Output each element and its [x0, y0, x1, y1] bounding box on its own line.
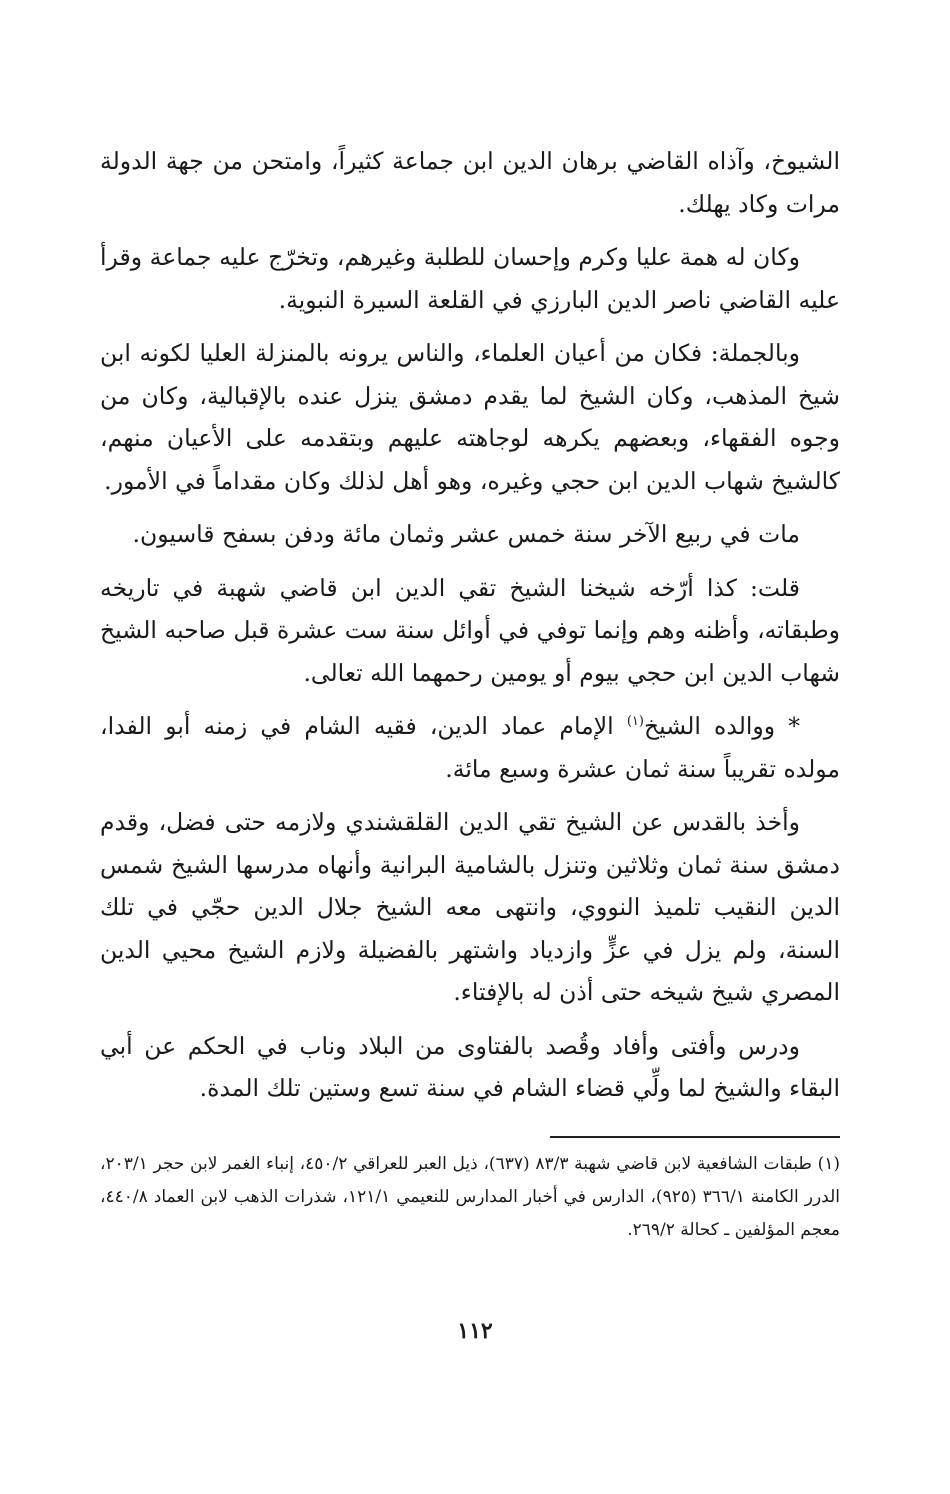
paragraph-3: وبالجملة: فكان من أعيان العلماء، والناس يرونه بالمنزلة العليا لكونه ابن شيخ المذهب، وكان الشيخ لما يقدم دمشق ينزل عنده بالإقبالية، وكان من وجوه الفقهاء، وبعضهم يكرهه لوجاهته عليهم وبتقدمه على الأعيان منهم، كالشيخ شهاب الدين ابن حجي وغيره، وهو أهل لذلك وكان مقداماً في الأمور.: [100, 339, 840, 495]
entry-lead: * ووالده الشيخ: [643, 712, 800, 740]
entry-text: الإمام عماد الدين، فقيه الشام في زمنه أبو الفدا، مولده تقريباً سنة ثمان عشرة وسبع مائة.: [100, 712, 840, 783]
paragraph-7: وأخذ بالقدس عن الشيخ تقي الدين القلقشندي ولازمه حتى فضل، وقدم دمشق سنة ثمان وثلاثين وتنزل بالشامية البرانية وأنهاه مدرسها الشيخ شمس الدين النقيب تلميذ النووي، وانتهى معه الشيخ جلال الدين حجّي في تلك السنة، ولم يزل في عزٍّ وازدياد واشتهر بالفضيلة ولازم الشيخ محيي الدين المصري شيخ شيخه حتى أذن له بالإفتاء.: [100, 808, 840, 1006]
paragraph-1: الشيوخ، وآذاه القاضي برهان الدين ابن جماعة كثيراً، وامتحن من جهة الدولة مرات وكاد يهلك.: [100, 147, 840, 218]
paragraph-5: قلت: كذا أرّخه شيخنا الشيخ تقي الدين ابن قاضي شهبة في تاريخه وطبقاته، وأظنه وهم وإنما توفي في أوائل سنة ست عشرة قبل صاحبه الشيخ شهاب الدين ابن حجي بيوم أو يومين رحمهما الله تعالى.: [100, 573, 840, 687]
biography-entry: [100, 705, 840, 790]
paragraph-2: وكان له همة عليا وكرم وإحسان للطلبة وغيرهم، وتخرّج عليه جماعة وقرأ عليه القاضي ناصر الدين البارزي في القلعة السيرة النبوية.: [100, 243, 840, 314]
page-number: ١١٢: [457, 1318, 493, 1344]
paragraph-4: مات في ربيع الآخر سنة خمس عشر وثمان مائة ودفن بسفح قاسيون.: [132, 520, 800, 548]
paragraph-8: ودرس وأفتى وأفاد وقُصد بالفتاوى من البلاد وناب في الحكم عن أبي البقاء والشيخ لما ولِّي قضاء الشام في سنة تسع وستين تلك المدة.: [100, 1031, 840, 1102]
footnote-divider: [550, 1136, 840, 1138]
footnote-marker[interactable]: (١): [626, 714, 644, 730]
footnote: (١) طبقات الشافعية لابن قاضي شهبة ٨٣/٣ (٦٣٧)، ذيل العبر للعراقي ٤٥٠/٢، إنباء الغمر لابن حجر ٢٠٣/١، الدرر الكامنة ٣٦٦/١ (٩٢٥)، الدارس في أخبار المدارس للنعيمي ١٢١/١، شذرات الذهب لابن العماد ٤٤٠/٨، معجم المؤلفين ـ كحالة ٢٦٩/٢.: [100, 1153, 841, 1240]
page-body: [100, 140, 840, 1247]
